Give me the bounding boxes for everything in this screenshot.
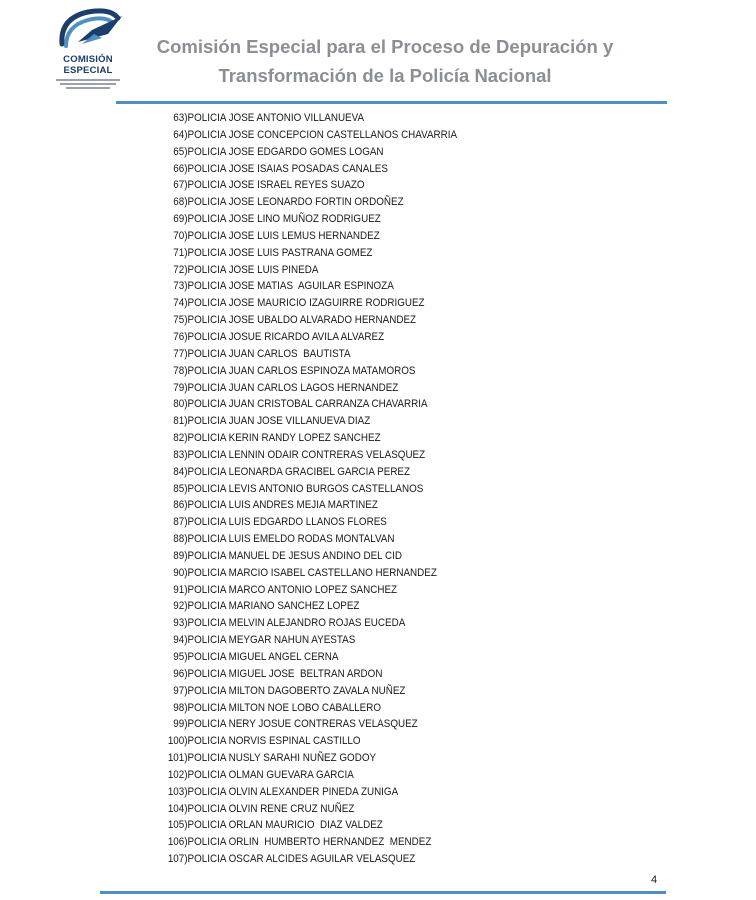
list-item: [155, 817, 457, 834]
list-item-name: POLICIA JOSE ISRAEL REYES SUAZO: [187, 179, 365, 192]
list-item-number: 94): [173, 634, 188, 647]
list-item-number: 91): [173, 583, 188, 596]
header-divider: [116, 101, 667, 104]
list-item-name: POLICIA NUSLY SARAHI NUÑEZ GODOY: [187, 752, 377, 765]
list-item-number: 82): [173, 432, 188, 445]
list-item-name: POLICIA MILTON NOE LOBO CABALLERO: [187, 701, 382, 714]
list-item-number: 83): [173, 448, 188, 461]
list-item-name: POLICIA JOSE ANTONIO VILLANUEVA: [187, 112, 365, 124]
list-item-name: POLICIA MARCO ANTONIO LOPEZ SANCHEZ: [187, 583, 398, 596]
list-item-number: 95): [173, 651, 188, 663]
list-item-name: POLICIA ORLAN MAURICIO DIAZ VALDEZ: [187, 819, 383, 832]
list-item-number: 63): [173, 112, 188, 124]
list-item-number: 93): [173, 617, 188, 630]
list-item: [155, 801, 457, 818]
list-item-name: POLICIA MARCIO ISABEL CASTELLANO HERNANDEZ: [187, 566, 437, 579]
list-item-name: POLICIA OSCAR ALCIDES AGUILAR VELASQUEZ: [187, 853, 416, 866]
list-item: [155, 228, 457, 245]
list-item: [155, 329, 457, 346]
list-item-number: 92): [173, 600, 188, 613]
list-item-name: POLICIA JUAN CRISTOBAL CARRANZA CHAVARRIA: [187, 398, 428, 411]
list-item-name: POLICIA JOSUE RICARDO AVILA ALVAREZ: [187, 330, 385, 343]
page-number: 4: [651, 874, 658, 886]
list-item-number: 70): [173, 229, 188, 242]
logo-fine-print: [66, 87, 110, 89]
list-item-number: 107): [167, 853, 188, 866]
list-item-name: POLICIA JOSE LINO MUÑOZ RODRIGUEZ: [187, 213, 381, 226]
list-item: [155, 582, 457, 599]
logo-text-line1: COMISIÓN: [63, 54, 113, 65]
list-item: [155, 716, 457, 733]
list-item-number: 103): [167, 785, 188, 798]
list-item: [155, 733, 457, 750]
list-item-name: POLICIA JOSE ISAIAS POSADAS CANALES: [187, 162, 388, 175]
list-item: [155, 851, 457, 868]
list-item-name: POLICIA JOSE LUIS LEMUS HERNANDEZ: [187, 229, 380, 242]
list-item-number: 65): [173, 145, 188, 158]
list-item: [155, 750, 457, 767]
list-item-number: 80): [173, 398, 188, 411]
list-item-name: POLICIA KERIN RANDY LOPEZ SANCHEZ: [187, 432, 381, 445]
list-item-number: 73): [173, 280, 188, 293]
list-item-number: 79): [173, 381, 188, 394]
list-item-name: POLICIA LENNIN ODAIR CONTRERAS VELASQUEZ: [187, 448, 426, 461]
list-item: [155, 683, 457, 700]
list-item: [155, 649, 457, 666]
list-item: [155, 834, 457, 851]
list-item-name: POLICIA JUAN CARLOS BAUTISTA: [187, 347, 351, 360]
list-item: [155, 447, 457, 464]
list-item: [155, 481, 457, 498]
list-item: [155, 548, 457, 565]
logo-fine-print: [56, 79, 120, 81]
commission-logo: [52, 4, 124, 96]
list-item-number: 66): [173, 162, 188, 175]
list-item: [155, 380, 457, 397]
list-item: [155, 161, 457, 178]
list-item: [155, 531, 457, 548]
list-item-name: POLICIA JOSE UBALDO ALVARADO HERNANDEZ: [187, 314, 417, 327]
list-item: [155, 245, 457, 262]
list-item: [155, 565, 457, 582]
list-item-number: 69): [173, 213, 188, 226]
list-item: [155, 767, 457, 784]
list-item-number: 86): [173, 499, 188, 512]
list-item-name: POLICIA JOSE LUIS PINEDA: [187, 263, 319, 276]
list-item: [155, 700, 457, 717]
list-item-number: 101): [167, 752, 188, 765]
list-item-number: 76): [173, 330, 188, 343]
list-item: [155, 666, 457, 683]
list-item: [155, 464, 457, 481]
list-item-name: POLICIA MANUEL DE JESUS ANDINO DEL CID: [187, 549, 402, 562]
footer-divider: [100, 891, 666, 894]
list-item-number: 104): [167, 802, 188, 815]
list-item: [155, 312, 457, 329]
list-item-number: 102): [167, 768, 188, 781]
list-item-name: POLICIA JUAN JOSE VILLANUEVA DIAZ: [187, 415, 371, 428]
list-item-name: POLICIA JOSE LEONARDO FORTIN ORDOÑEZ: [187, 196, 404, 209]
list-item: [155, 295, 457, 312]
list-item-number: 89): [173, 549, 188, 562]
list-item-name: POLICIA JOSE CONCEPCION CASTELLANOS CHAVARRIA: [187, 128, 458, 141]
list-item-number: 90): [173, 566, 188, 579]
page-title-line2: Transformación de la Policía Nacional: [218, 65, 552, 86]
list-item-name: POLICIA MIGUEL JOSE BELTRAN ARDON: [187, 667, 383, 680]
list-item-number: 85): [173, 482, 188, 495]
page-title-line1: Comisión Especial para el Proceso de Depuración y: [156, 36, 614, 57]
list-item-number: 105): [167, 819, 188, 832]
list-item: [155, 632, 457, 649]
list-item: [155, 177, 457, 194]
list-item-number: 75): [173, 314, 188, 327]
list-item-name: POLICIA OLVIN RENE CRUZ NUÑEZ: [187, 802, 355, 815]
list-item-name: POLICIA LEONARDA GRACIBEL GARCIA PEREZ: [187, 465, 411, 478]
list-item-name: POLICIA NORVIS ESPINAL CASTILLO: [187, 735, 361, 748]
list-item-name: POLICIA OLMAN GUEVARA GARCIA: [187, 768, 354, 781]
list-item: [155, 127, 457, 144]
list-item-name: POLICIA MEYGAR NAHUN AYESTAS: [187, 634, 356, 647]
logo-emblem-icon: [52, 4, 124, 54]
list-item: [155, 784, 457, 801]
list-item-number: 97): [173, 684, 188, 697]
list-item-number: 88): [173, 533, 188, 546]
logo-text-line2: ESPECIAL: [63, 65, 113, 76]
list-item-number: 106): [167, 836, 188, 849]
list-item-number: 74): [173, 297, 188, 310]
list-item-name: POLICIA MIGUEL ANGEL CERNA: [187, 651, 339, 663]
list-item-number: 98): [173, 701, 188, 714]
list-item: [155, 144, 457, 161]
officer-list: [155, 110, 480, 868]
list-item-number: 72): [173, 263, 188, 276]
list-item-name: POLICIA OLVIN ALEXANDER PINEDA ZUNIGA: [187, 785, 399, 798]
list-item: [155, 598, 457, 615]
list-item-number: 87): [173, 516, 188, 529]
list-item-number: 77): [173, 347, 188, 360]
list-item-number: 100): [167, 735, 188, 748]
list-item: [155, 430, 457, 447]
list-item: [155, 615, 457, 632]
list-item-name: POLICIA NERY JOSUE CONTRERAS VELASQUEZ: [187, 718, 418, 731]
list-item-name: POLICIA MILTON DAGOBERTO ZAVALA NUÑEZ: [187, 684, 406, 697]
list-item: [155, 363, 457, 380]
list-item-name: POLICIA LUIS EMELDO RODAS MONTALVAN: [187, 533, 395, 546]
list-item-name: POLICIA LUIS ANDRES MEJIA MARTINEZ: [187, 499, 378, 512]
list-item-number: 81): [173, 415, 188, 428]
list-item: [155, 413, 457, 430]
list-item: [155, 396, 457, 413]
list-item-name: POLICIA JOSE EDGARDO GOMES LOGAN: [187, 145, 384, 158]
list-item: [155, 346, 457, 363]
list-item-name: POLICIA JOSE MATIAS AGUILAR ESPINOZA: [187, 280, 394, 293]
list-item-number: 71): [173, 246, 188, 259]
list-item: [155, 211, 457, 228]
list-item-number: 68): [173, 196, 188, 209]
list-item-name: POLICIA JUAN CARLOS LAGOS HERNANDEZ: [187, 381, 399, 394]
list-item-name: POLICIA JOSE LUIS PASTRANA GOMEZ: [187, 246, 373, 259]
list-item-number: 96): [173, 667, 188, 680]
list-item-name: POLICIA JOSE MAURICIO IZAGUIRRE RODRIGUEZ: [187, 297, 425, 310]
list-item: [155, 194, 457, 211]
list-item-name: POLICIA MELVIN ALEJANDRO ROJAS EUCEDA: [187, 617, 406, 630]
logo-fine-print: [60, 83, 116, 85]
list-item: [155, 278, 457, 295]
list-item-name: POLICIA ORLIN HUMBERTO HERNANDEZ MENDEZ: [187, 836, 432, 849]
list-item-name: POLICIA MARIANO SANCHEZ LOPEZ: [187, 600, 360, 613]
list-item: [155, 110, 457, 127]
list-item-name: POLICIA LEVIS ANTONIO BURGOS CASTELLANOS: [187, 482, 424, 495]
list-item: [155, 262, 457, 279]
list-item-name: POLICIA JUAN CARLOS ESPINOZA MATAMOROS: [187, 364, 416, 377]
list-item-number: 64): [173, 128, 188, 141]
list-item-number: 99): [173, 718, 188, 731]
list-item: [155, 497, 457, 514]
list-item-number: 67): [173, 179, 188, 192]
list-item-number: 78): [173, 364, 188, 377]
list-item-name: POLICIA LUIS EDGARDO LLANOS FLORES: [187, 516, 387, 529]
list-item: [155, 514, 457, 531]
list-item-number: 84): [173, 465, 188, 478]
